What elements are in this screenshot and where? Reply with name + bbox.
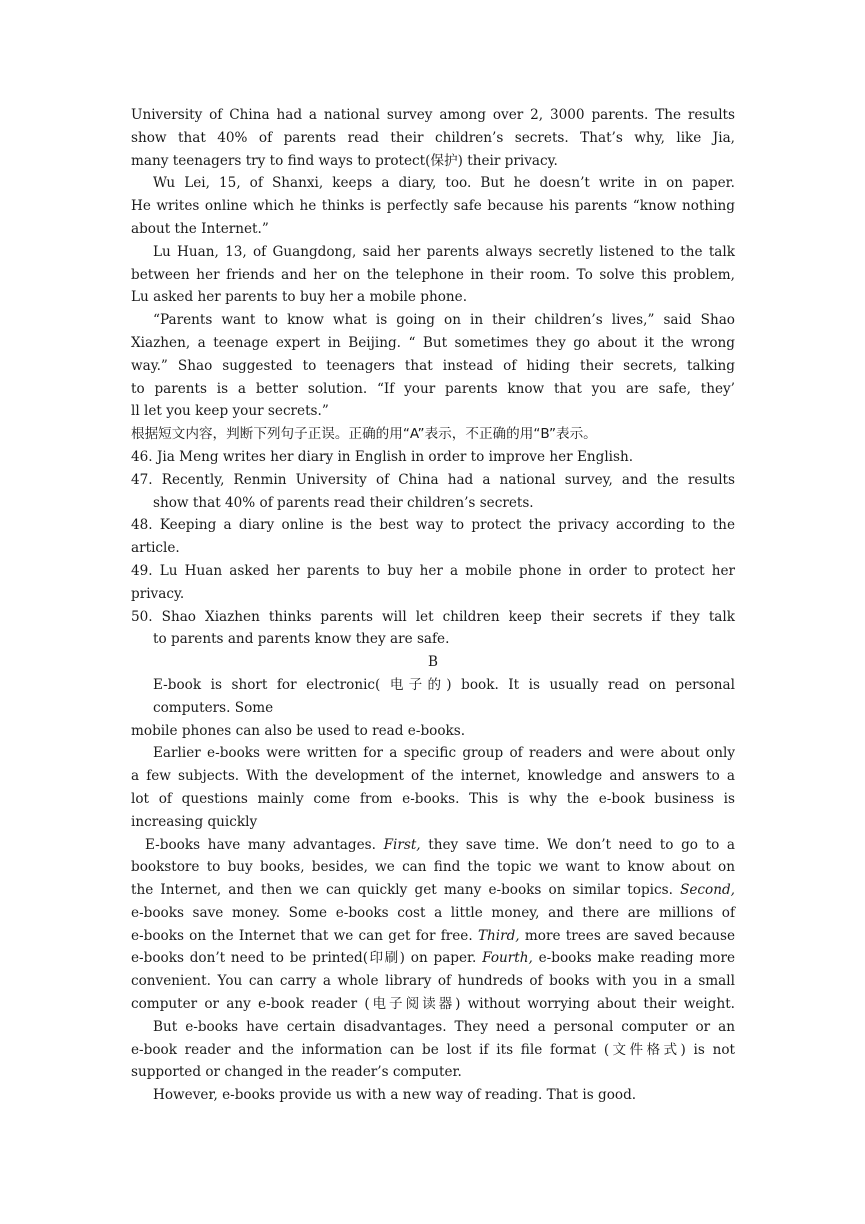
passage-b-line [131, 834, 735, 857]
passage-b-line: e-books save money. Some e-books cost a little money, and there are millions of [131, 904, 735, 921]
question-47-cont: show that 40% of parents read their children’s secrets. [153, 494, 534, 511]
text-run: E-books have many advantages. [145, 836, 384, 853]
passage-line: about the Internet.” [131, 220, 269, 237]
passage-b-line: However, e-books provide us with a new way of reading. That is good. [153, 1087, 637, 1104]
passage-line: ll let you keep your secrets.” [131, 403, 329, 420]
passage-b-line: computers. Some [153, 699, 274, 716]
text-run: e-books on the Internet that we can get for free. [131, 927, 478, 944]
question-50: 50. Shao Xiazhen thinks parents will let children keep their secrets if they talk [131, 608, 735, 625]
passage-b-line: computer or any e-book reader (电子阅读器) without worrying about their weight. [131, 996, 735, 1013]
question-49-cont: privacy. [131, 585, 185, 602]
passage-line: between her friends and her on the telephone in their room. To solve this problem, [131, 266, 735, 283]
passage-b-line: mobile phones can also be used to read e-books. [131, 722, 466, 739]
emphasis-first: First, [383, 836, 421, 853]
passage-b-line [131, 947, 735, 970]
passage-line: Lu Huan, 13, of Guangdong, said her parents always secretly listened to the talk [153, 243, 735, 260]
passage-b-line: a few subjects. With the development of the internet, knowledge and answers to a [131, 768, 735, 785]
passage-b-line [131, 925, 735, 948]
passage-line: University of China had a national survey among over 2, 3000 parents. The results [131, 107, 735, 123]
text-run: the Internet, and then we can quickly get many e-books on similar topics. [131, 882, 681, 899]
passage-b-line: increasing quickly [131, 813, 258, 830]
passage-b-line: convenient. You can carry a whole library of hundreds of books with you in a small [131, 973, 735, 990]
passage-b-line: supported or changed in the reader’s computer. [131, 1064, 462, 1081]
question-49: 49. Lu Huan asked her parents to buy her a mobile phone in order to protect her [131, 562, 735, 579]
passage-b-line: E-book is short for electronic( 电子的) book. It is usually read on personal [153, 676, 735, 693]
text-run: they save time. We don’t need to go to a [420, 836, 736, 853]
passage-line: Lu asked her parents to buy her a mobile phone. [131, 289, 468, 306]
text-run: e-books make reading more [532, 950, 735, 967]
question-48: 48. Keeping a diary online is the best way to protect the privacy according to the [131, 517, 735, 534]
passage-line: to parents is a better solution. “If your parents know that you are safe, they’ [131, 380, 735, 397]
passage-line: He writes online which he thinks is perfectly safe because his parents “know nothing [131, 198, 735, 215]
passage-b-line: e-book reader and the information can be lost if its file format (文件格式) is not [131, 1041, 735, 1058]
passage-line: Xiazhen, a teenage expert in Beijing. “ But sometimes they go about it the wrong [131, 334, 735, 351]
passage-line: way.” Shao suggested to teenagers that instead of hiding their secrets, talking [131, 357, 735, 374]
question-50-cont: to parents and parents know they are safe. [153, 631, 450, 648]
question-48-cont: article. [131, 540, 180, 557]
emphasis-fourth: Fourth, [482, 950, 533, 967]
text-run: e-books don’t need to be printed(印刷) on paper. [131, 950, 483, 967]
passage-b-line: lot of questions mainly come from e-books. This is why the e-book business is [131, 790, 735, 807]
passage-b-line [131, 879, 735, 902]
passage-line: many teenagers try to find ways to protect(保护) their privacy. [131, 152, 558, 169]
emphasis-third: Third, [477, 927, 520, 944]
question-46: 46. Jia Meng writes her diary in English in order to improve her English. [131, 448, 634, 465]
emphasis-second: Second, [680, 882, 735, 899]
passage-b-line: But e-books have certain disadvantages. They need a personal computer or an [153, 1018, 735, 1035]
document-page [131, 104, 735, 1107]
question-47: 47. Recently, Renmin University of China had a national survey, and the results [131, 471, 735, 488]
passage-line: Wu Lei, 15, of Shanxi, keeps a diary, too. But he doesn’t write in on paper. [153, 175, 735, 192]
passage-line: show that 40% of parents read their children’s secrets. That’s why, like Jia, [131, 129, 735, 146]
passage-b-line: bookstore to buy books, besides, we can find the topic we want to know about on [131, 859, 735, 876]
passage-b-heading: B [428, 654, 438, 671]
passage-b-line: Earlier e-books were written for a specific group of readers and were about only [153, 745, 735, 762]
question-instruction: 根据短文内容，判断下列句子正误。正确的用“A”表示，不正确的用“B”表示。 [131, 426, 597, 443]
text-run: more trees are saved because [519, 927, 735, 944]
passage-line: “Parents want to know what is going on in their children’s lives,” said Shao [153, 312, 735, 329]
